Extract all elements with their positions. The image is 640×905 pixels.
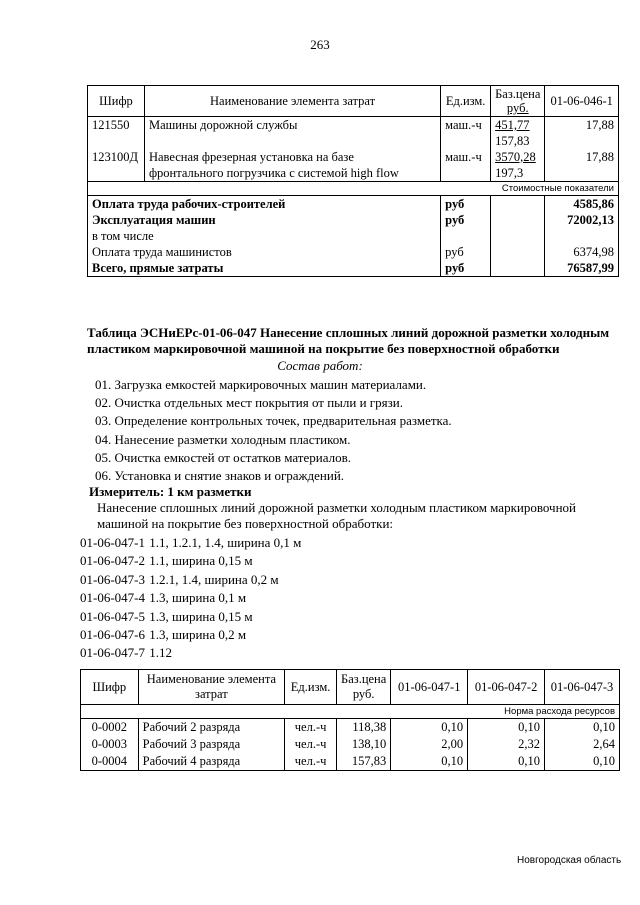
row-value-2: 0,10 [468, 719, 545, 737]
row-price: 3570,28 197,3 [491, 149, 545, 182]
header-norm: 01-06-046-1 [545, 86, 619, 117]
list-item: 01-06-047-7 1.12 [80, 645, 172, 661]
row-value-1: 0,10 [391, 719, 468, 737]
cost-indicators-row [88, 182, 619, 196]
row-name: Рабочий 4 разряда [138, 753, 285, 771]
header-price: Баз.цена руб. [337, 670, 391, 705]
row-value-1: 0,10 [391, 753, 468, 771]
row-code: 0-0002 [81, 719, 139, 737]
list-item: 01-06-047-4 1.3, ширина 0,1 м [80, 590, 247, 606]
page-number: 263 [310, 37, 330, 52]
list-item: 01-06-047-5 1.3, ширина 0,15 м [80, 608, 253, 624]
row-price: 138,10 [337, 736, 391, 753]
total-unit: руб [441, 196, 491, 213]
row-code: 0-0004 [81, 753, 139, 771]
list-item: 06. Установка и снятие знаков и ограждений. [95, 468, 345, 484]
total-unit: руб [441, 244, 491, 260]
row-code: 123100Д [88, 149, 145, 182]
table-header-row [81, 670, 620, 705]
total-label: Всего, прямые затраты [88, 260, 441, 277]
table-row [88, 149, 619, 182]
header-name: Наименование элемента затрат [144, 86, 440, 117]
total-unit: руб [441, 260, 491, 277]
total-row [88, 212, 619, 228]
total-row [88, 196, 619, 213]
row-unit: маш.-ч [441, 149, 491, 182]
row-name: Рабочий 2 разряда [138, 719, 285, 737]
norm-label-row [81, 705, 620, 719]
header-unit: Ед.изм. [441, 86, 491, 117]
row-name: Навесная фрезерная установка на базе фронтального погрузчика с системой high flow [144, 149, 440, 182]
total-unit: руб [441, 212, 491, 228]
total-label: Эксплуатация машин [88, 212, 441, 228]
list-item: 05. Очистка емкостей от остатков материалов. [95, 449, 351, 465]
total-value: 76587,99 [545, 260, 619, 277]
resource-table-046 [87, 85, 619, 277]
table-row [88, 117, 619, 150]
total-row [88, 260, 619, 277]
header-code: Шифр [81, 670, 139, 705]
list-item: 01. Загрузка емкостей маркировочных машин материалами. [95, 377, 427, 392]
total-value: 72002,13 [545, 212, 619, 228]
row-value-3: 0,10 [545, 753, 620, 771]
row-value-3: 0,10 [545, 719, 620, 737]
row-unit: маш.-ч [441, 117, 491, 150]
header-norm-1: 01-06-047-1 [391, 670, 468, 705]
total-value: 6374,98 [545, 244, 619, 260]
total-row [88, 244, 619, 260]
norm-label: Норма расхода ресурсов [81, 705, 620, 719]
row-price: 451,77 157,83 [491, 117, 545, 150]
code-list [80, 534, 301, 663]
table-title: Таблица ЭСНиЕРс-01-06-047 Нанесение сплошных линий дорожной разметки холодным пластиком маркировочной машиной на покрытие без поверхностной обработки [87, 325, 610, 356]
header-unit: Ед.изм. [285, 670, 337, 705]
total-label: Оплата труда рабочих-строителей [88, 196, 441, 213]
table-row [81, 719, 620, 737]
row-price: 118,38 [337, 719, 391, 737]
row-name: Машины дорожной службы [144, 117, 440, 150]
total-value: 4585,86 [545, 196, 619, 213]
list-item: 04. Нанесение разметки холодным пластиком. [95, 431, 351, 447]
total-row [88, 228, 619, 244]
total-label: в том числе [88, 228, 441, 244]
table-row [81, 753, 620, 771]
row-unit: чел.-ч [285, 719, 337, 737]
header-price: Баз.цена руб. [491, 86, 545, 117]
works-list [95, 376, 452, 485]
list-item: 01-06-047-3 1.2.1, 1.4, ширина 0,2 м [80, 571, 279, 587]
meter-label: Измеритель: 1 км разметки [89, 484, 252, 499]
row-value: 17,88 [545, 117, 619, 150]
cost-indicators-label: Стоимостные показатели [88, 182, 619, 196]
header-norm-2: 01-06-047-2 [468, 670, 545, 705]
row-price: 157,83 [337, 753, 391, 771]
table-row [81, 736, 620, 753]
composition-label: Состав работ: [277, 358, 363, 373]
list-item: 02. Очистка отдельных мест покрытия от пыли и грязи. [95, 395, 403, 411]
row-value-1: 2,00 [391, 736, 468, 753]
list-item: 01-06-047-6 1.3, ширина 0,2 м [80, 627, 247, 643]
header-code: Шифр [88, 86, 145, 117]
list-item: 01-06-047-1 1.1, 1.2.1, 1.4, ширина 0,1 м [80, 535, 302, 550]
table-header-row [88, 86, 619, 117]
row-unit: чел.-ч [285, 736, 337, 753]
row-name: Рабочий 3 разряда [138, 736, 285, 753]
row-value-2: 2,32 [468, 736, 545, 753]
row-unit: чел.-ч [285, 753, 337, 771]
row-value-3: 2,64 [545, 736, 620, 753]
row-value-2: 0,10 [468, 753, 545, 771]
footer-region: Новгородская область [517, 855, 622, 866]
row-value: 17,88 [545, 149, 619, 182]
resource-table-047 [80, 669, 620, 771]
list-item: 01-06-047-2 1.1, ширина 0,15 м [80, 553, 253, 569]
header-name: Наименование элемента затрат [138, 670, 285, 705]
row-code: 121550 [88, 117, 145, 150]
total-label: Оплата труда машинистов [88, 244, 441, 260]
description: Нанесение сплошных линий дорожной разметки холодным пластиком маркировочной машиной на покрытие без поверхностной обработки: [97, 500, 577, 531]
header-norm-3: 01-06-047-3 [545, 670, 620, 705]
list-item: 03. Определение контрольных точек, предварительная разметка. [95, 413, 452, 429]
row-code: 0-0003 [81, 736, 139, 753]
